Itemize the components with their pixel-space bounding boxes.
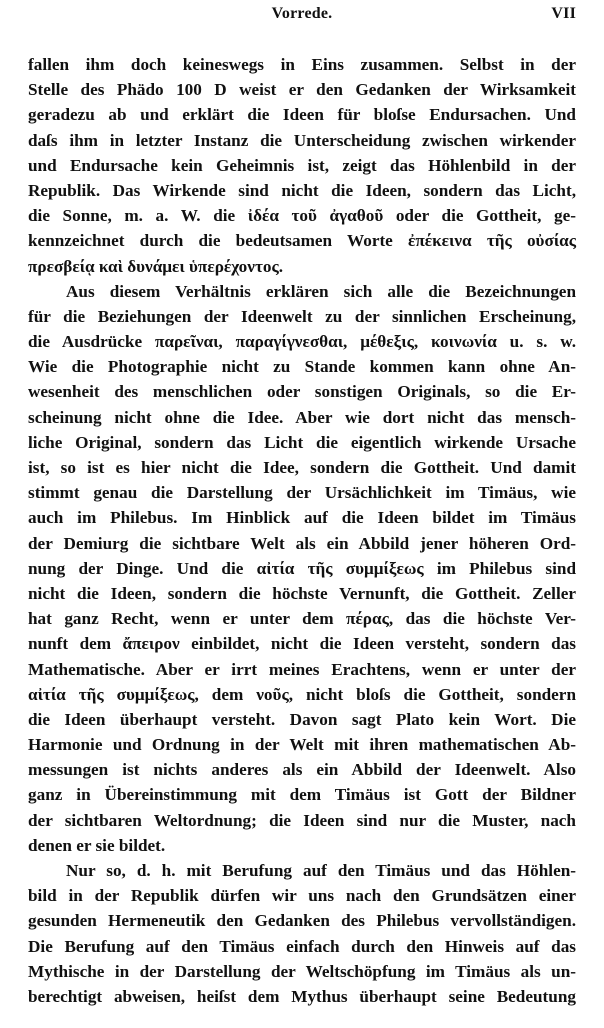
text-line: scheinung nicht ohne die Idee. Aber wie dort nicht das mensch- (28, 407, 576, 427)
text-line: messungen ist nichts anderes als ein Abbild der Ideenwelt. Also (28, 760, 576, 780)
text-line: πρεσβείᾳ καὶ δυνάμει ὑπερέχοντος. (28, 256, 284, 276)
text-line: gesunden Hermeneutik den Gedanken des Philebus vervollständigen. (28, 911, 576, 931)
text-line: die Ausdrücke παρεῖναι, παραγίγνεσθαι, μέθεξις, κοινωνία u. s. w. (28, 332, 576, 352)
text-line: für die Beziehungen der Ideenwelt zu der sinnlichen Erscheinung, (28, 306, 576, 326)
text-line: Mythische in der Darstellung der Weltschöpfung im Timäus als un- (28, 961, 576, 981)
text-line: Nur so, d. h. mit Berufung auf den Timäus und das Höhlen- (66, 861, 576, 880)
text-line: Republik. Das Wirkende sind nicht die Ideen, sondern das Licht, (28, 180, 576, 200)
text-line: nicht die Ideen, sondern die höchste Vernunft, die Gottheit. Zeller (28, 583, 576, 603)
text-line: αἰτία τῆς συμμίξεως, dem νοῦς, nicht bloſs die Gottheit, sondern (28, 684, 576, 704)
text-line: ganz in Übereinstimmung mit dem Timäus ist Gott der Bildner (28, 785, 576, 805)
text-line: stimmt genau die Darstellung der Ursächlichkeit im Timäus, wie (28, 483, 576, 503)
text-line: daſs ihm in letzter Instanz die Unterscheidung zwischen wirkender (28, 130, 576, 150)
paragraph (28, 279, 576, 858)
text-line: die Sonne, m. a. W. die ἰδέα τοῦ ἀγαθοῦ oder die Gottheit, ge- (28, 206, 576, 226)
text-line: Harmonie und Ordnung in der Welt mit ihren mathematischen Ab- (28, 735, 576, 755)
text-line: nung der Dinge. Und die αἰτία τῆς συμμίξεως im Philebus sind (28, 558, 576, 578)
text-line: denen er sie bildet. (28, 835, 166, 855)
page-number: VII (551, 5, 576, 22)
text-line: Mathematische. Aber er irrt meines Erachtens, wenn er unter der (28, 659, 576, 679)
text-line: fallen ihm doch keineswegs in Eins zusammen. Selbst in der (28, 55, 576, 74)
running-head: Vorrede. (271, 5, 333, 22)
text-line: die Ideen überhaupt versteht. Davon sagt Plato kein Wort. Die (28, 709, 576, 729)
text-line: der sichtbaren Weltordnung; die Ideen sind nur die Muster, nach (28, 810, 576, 830)
text-line: Aus diesem Verhältnis erklären sich alle die Bezeichnungen (66, 281, 576, 301)
text-line: Stelle des Phädo 100 D weist er den Gedanken der Wirksamkeit (28, 80, 576, 100)
text-line: wesenheit des menschlichen oder sonstigen Originals, so die Er- (28, 382, 576, 402)
text-line: Wie die Photographie nicht zu Stande kommen kann ohne An- (28, 357, 576, 377)
text-line: auch im Philebus. Im Hinblick auf die Ideen bildet im Timäus (28, 508, 576, 528)
page-header (28, 5, 576, 31)
text-line: und Endursache kein Geheimnis ist, zeigt das Höhlenbild in der (28, 155, 576, 175)
text-line: Die Berufung auf den Timäus einfach durch den Hinweis auf das (28, 936, 576, 956)
text-line: geradezu ab und erklärt die Ideen für bloſse Endursachen. Und (28, 105, 576, 125)
paragraph (28, 858, 576, 1009)
text-line: ist, so ist es hier nicht die Idee, sondern die Gottheit. Und damit (28, 458, 576, 477)
body-text (28, 52, 576, 1009)
text-line: bild in der Republik dürfen wir uns nach den Grundsätzen einer (28, 886, 576, 906)
text-line: der Demiurg die sichtbare Welt als ein Abbild jener höheren Ord- (28, 533, 576, 553)
text-line: kennzeichnet durch die bedeutsamen Worte ἐπέκεινα τῆς οὐσίας (28, 231, 576, 251)
text-line: hat ganz Recht, wenn er unter dem πέρας, das die höchste Ver- (28, 609, 576, 629)
text-line: berechtigt abweisen, heiſst dem Mythus überhaupt seine Bedeutung (28, 986, 576, 1006)
text-line: nunft dem ἄπειρον einbildet, nicht die Ideen versteht, sondern das (28, 634, 576, 654)
text-line: liche Original, sondern das Licht die eigentlich wirkende Ursache (28, 432, 576, 452)
paragraph (28, 52, 576, 279)
